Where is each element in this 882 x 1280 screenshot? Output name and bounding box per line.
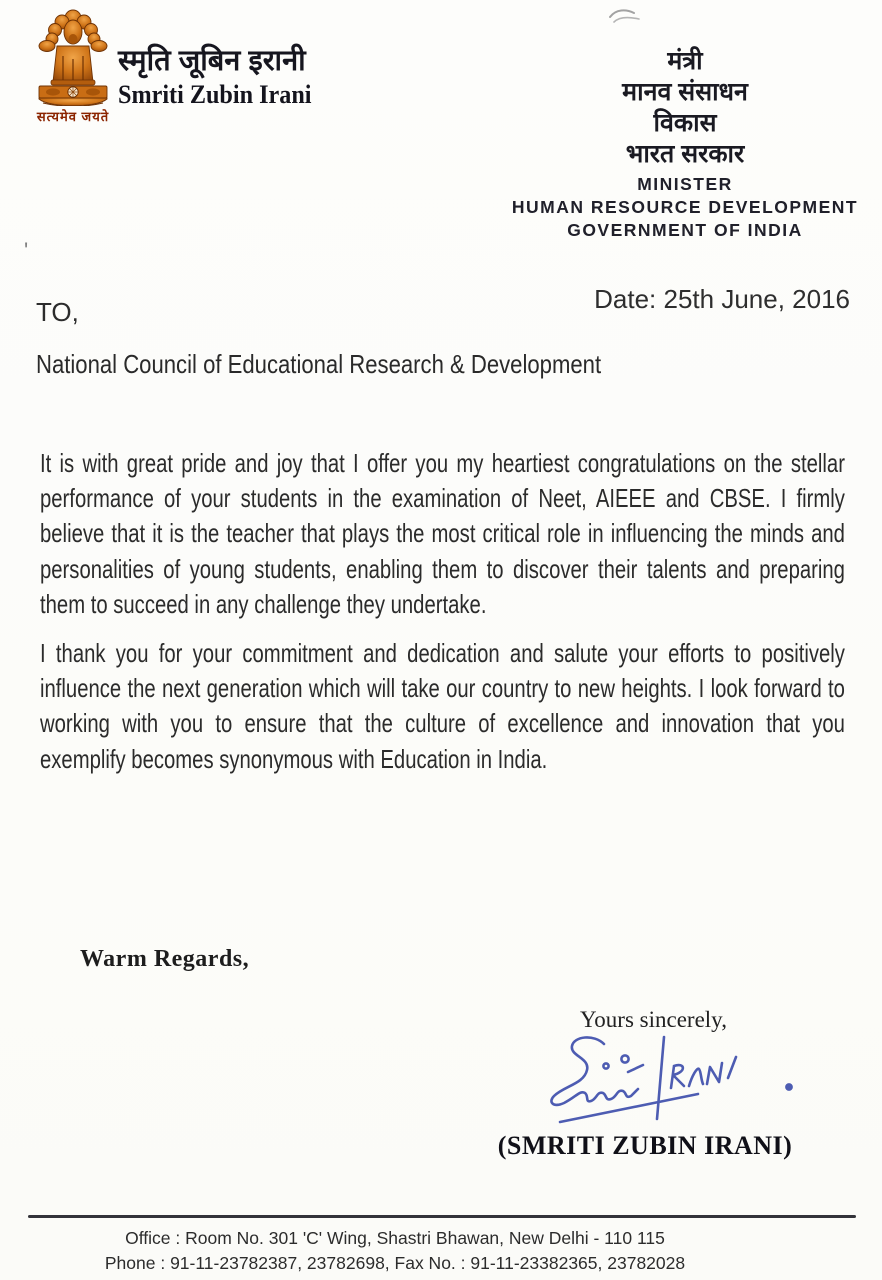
footer-office-line: Office : Room No. 301 'C' Wing, Shastri Bhawan, New Delhi - 110 115 — [125, 1228, 665, 1248]
footer-divider — [28, 1215, 856, 1218]
sign-off-line: Yours sincerely, — [580, 1007, 727, 1032]
sender-name-block — [118, 44, 326, 111]
ministry-title-hindi: भारत सरकार — [625, 140, 745, 168]
ashoka-lion-capital-icon — [31, 6, 115, 106]
paragraph-2: I thank you for your commitment and dedication and salute your efforts to positively influence the next generation which will take our country to new heights. I look forward to working with you to ensure that the culture of excellence and innovation that you exemplify becomes synonymous with Education in India. — [40, 638, 845, 774]
salutation: TO, — [36, 297, 79, 327]
ministry-title-hindi: मानव संसाधन — [622, 78, 748, 106]
scan-apostrophe-mark: ' — [24, 238, 29, 263]
emblem-motto: सत्यमेव जयते — [36, 109, 110, 124]
sender-name-hindi: स्मृति जूबिन इरानी — [118, 45, 306, 77]
sender-name-english: Smriti Zubin Irani — [118, 80, 312, 109]
paragraph-1: It is with great pride and joy that I offer you my heartiest congratulations on the stellar performance of your students in the examination of Neet, AIEEE and CBSE. I firmly believe that it is the teacher that plays the most critical role in influencing the minds and personalities of young students, enabling them to discover their talents and preparing them to succeed in any challenge they undertake. — [40, 448, 845, 619]
ministry-title-english: MINISTER — [637, 174, 733, 194]
scan-squiggle-mark — [606, 6, 642, 24]
letter-date: Date: 25th June, 2016 — [594, 284, 850, 314]
recipient-line: National Council of Educational Research & Development — [36, 349, 602, 379]
ministry-title-hindi: मंत्री — [667, 47, 703, 75]
closing-line: Warm Regards, — [80, 946, 250, 972]
ministry-title-english: HUMAN RESOURCE DEVELOPMENT — [511, 197, 859, 217]
signatory-name: (SMRITI ZUBIN IRANI) — [497, 1131, 793, 1160]
handwritten-signature — [540, 1030, 800, 1128]
ministry-block — [480, 46, 882, 242]
ministry-title-hindi: विकास — [653, 109, 717, 137]
ministry-title-english: GOVERNMENT OF INDIA — [567, 220, 803, 240]
letter-body — [40, 446, 845, 777]
footer-phone-line: Phone : 91-11-23782387, 23782698, Fax No. : 91-11-23382365, 23782028 — [104, 1253, 686, 1273]
national-emblem — [20, 6, 126, 125]
